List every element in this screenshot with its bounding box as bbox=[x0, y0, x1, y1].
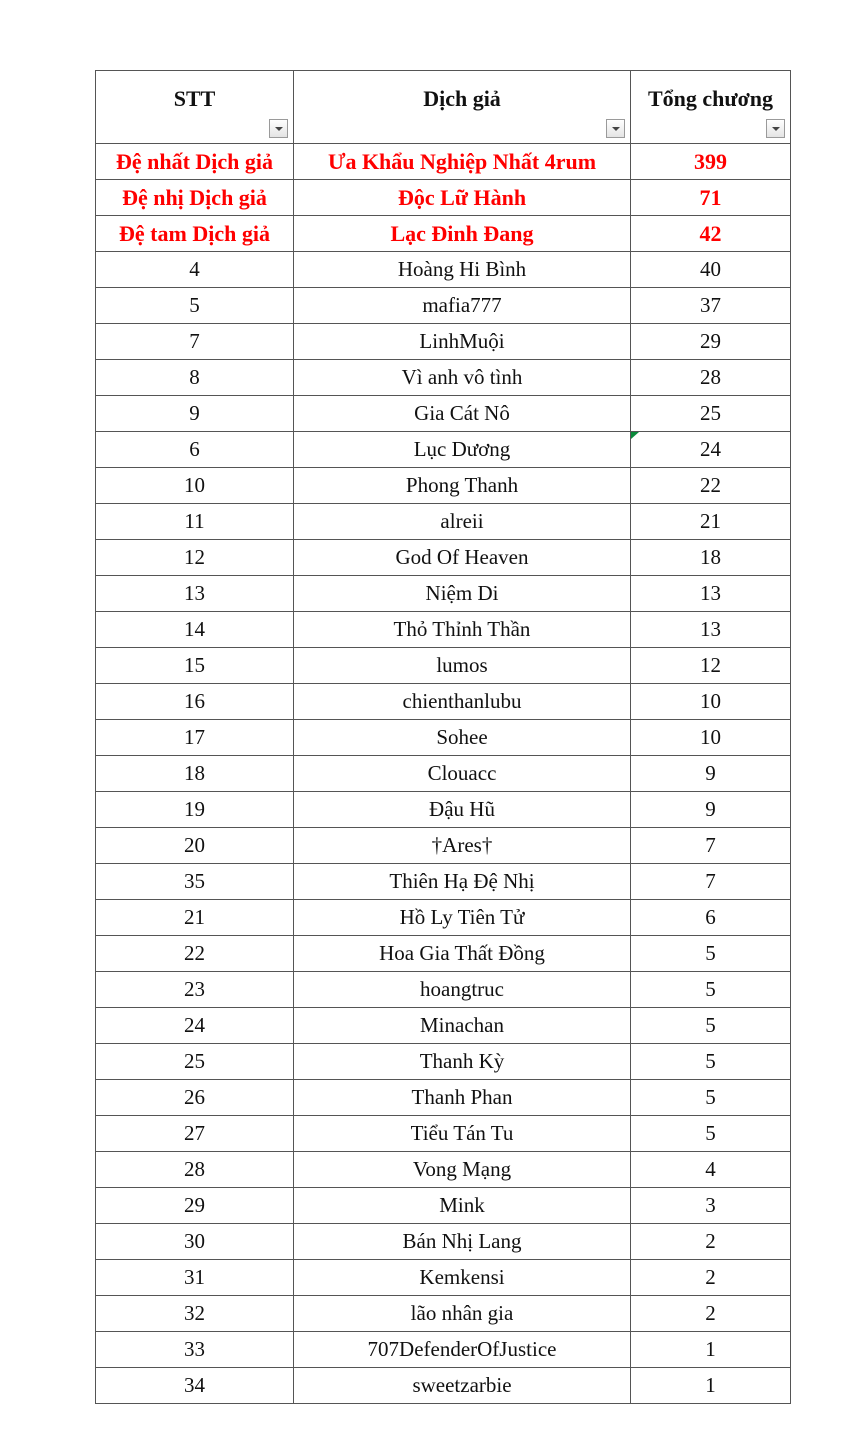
cell-stt[interactable]: 7 bbox=[96, 324, 294, 360]
table-row bbox=[96, 1296, 791, 1332]
cell-translator[interactable]: Đậu Hũ bbox=[294, 792, 631, 828]
cell-total[interactable]: 22 bbox=[631, 468, 791, 504]
table-row bbox=[96, 1116, 791, 1152]
cell-total[interactable]: 5 bbox=[631, 1044, 791, 1080]
cell-total[interactable]: 28 bbox=[631, 360, 791, 396]
translator-table bbox=[95, 70, 791, 1404]
table-row bbox=[96, 828, 791, 864]
header-row bbox=[96, 71, 791, 144]
cell-stt[interactable]: 17 bbox=[96, 720, 294, 756]
cell-total[interactable]: 5 bbox=[631, 1008, 791, 1044]
cell-total[interactable]: 21 bbox=[631, 504, 791, 540]
cell-total[interactable]: 9 bbox=[631, 756, 791, 792]
cell-stt[interactable]: 29 bbox=[96, 1188, 294, 1224]
header-translator bbox=[294, 71, 631, 144]
cell-translator[interactable]: Niệm Di bbox=[294, 576, 631, 612]
table-row bbox=[96, 1332, 791, 1368]
cell-stt[interactable]: 35 bbox=[96, 864, 294, 900]
cell-stt[interactable]: 25 bbox=[96, 1044, 294, 1080]
table-row bbox=[96, 468, 791, 504]
cell-translator[interactable]: chienthanlubu bbox=[294, 684, 631, 720]
cell-total[interactable]: 5 bbox=[631, 972, 791, 1008]
cell-stt[interactable]: 13 bbox=[96, 576, 294, 612]
cell-stt[interactable]: 26 bbox=[96, 1080, 294, 1116]
cell-translator[interactable]: Minachan bbox=[294, 1008, 631, 1044]
cell-total[interactable]: 37 bbox=[631, 288, 791, 324]
cell-stt[interactable]: 32 bbox=[96, 1296, 294, 1332]
cell-translator[interactable]: Hoàng Hi Bình bbox=[294, 252, 631, 288]
cell-translator[interactable]: Độc Lữ Hành bbox=[294, 180, 631, 216]
cell-stt[interactable]: 16 bbox=[96, 684, 294, 720]
cell-total[interactable]: 40 bbox=[631, 252, 791, 288]
table-row bbox=[96, 792, 791, 828]
cell-stt[interactable]: 28 bbox=[96, 1152, 294, 1188]
cell-stt[interactable]: 11 bbox=[96, 504, 294, 540]
table-row bbox=[96, 756, 791, 792]
table-row bbox=[96, 576, 791, 612]
table-row bbox=[96, 1368, 791, 1404]
chevron-down-icon bbox=[612, 127, 620, 131]
cell-translator[interactable]: alreii bbox=[294, 504, 631, 540]
cell-stt[interactable]: 22 bbox=[96, 936, 294, 972]
table-row bbox=[96, 1188, 791, 1224]
cell-total[interactable]: 5 bbox=[631, 1080, 791, 1116]
cell-translator[interactable]: Vì anh vô tình bbox=[294, 360, 631, 396]
header-translator-label: Dịch giả bbox=[423, 86, 501, 111]
table-row bbox=[96, 432, 791, 468]
table-row bbox=[96, 1260, 791, 1296]
cell-total[interactable]: 12 bbox=[631, 648, 791, 684]
cell-total[interactable]: 1 bbox=[631, 1332, 791, 1368]
table-row bbox=[96, 1224, 791, 1260]
cell-stt[interactable]: 5 bbox=[96, 288, 294, 324]
header-total-label: Tổng chương bbox=[647, 86, 774, 111]
cell-stt[interactable]: 21 bbox=[96, 900, 294, 936]
chevron-down-icon bbox=[772, 127, 780, 131]
cell-total[interactable]: 42 bbox=[631, 216, 791, 252]
cell-stt[interactable]: 30 bbox=[96, 1224, 294, 1260]
cell-total[interactable]: 29 bbox=[631, 324, 791, 360]
cell-translator[interactable]: Mink bbox=[294, 1188, 631, 1224]
cell-stt[interactable]: Đệ tam Dịch giả bbox=[96, 216, 294, 252]
cell-translator[interactable]: Gia Cát Nô bbox=[294, 396, 631, 432]
cell-translator[interactable]: Thanh Phan bbox=[294, 1080, 631, 1116]
header-total bbox=[631, 71, 791, 144]
cell-translator[interactable]: sweetzarbie bbox=[294, 1368, 631, 1404]
cell-stt[interactable]: 31 bbox=[96, 1260, 294, 1296]
table-row bbox=[96, 252, 791, 288]
cell-translator[interactable]: Tiểu Tán Tu bbox=[294, 1116, 631, 1152]
cell-translator[interactable]: lão nhân gia bbox=[294, 1296, 631, 1332]
cell-total[interactable]: 4 bbox=[631, 1152, 791, 1188]
cell-total[interactable]: 5 bbox=[631, 936, 791, 972]
cell-stt[interactable]: 23 bbox=[96, 972, 294, 1008]
table-row bbox=[96, 504, 791, 540]
cell-total[interactable]: 3 bbox=[631, 1188, 791, 1224]
cell-stt[interactable]: 9 bbox=[96, 396, 294, 432]
table-row bbox=[96, 180, 791, 216]
cell-total[interactable]: 2 bbox=[631, 1224, 791, 1260]
cell-total[interactable]: 25 bbox=[631, 396, 791, 432]
cell-stt[interactable]: 24 bbox=[96, 1008, 294, 1044]
cell-translator[interactable]: Bán Nhị Lang bbox=[294, 1224, 631, 1260]
cell-translator[interactable]: Lục Dương bbox=[294, 432, 631, 468]
filter-dropdown-total[interactable] bbox=[766, 119, 785, 138]
cell-total[interactable]: 7 bbox=[631, 828, 791, 864]
table-row bbox=[96, 864, 791, 900]
cell-translator[interactable]: Thiên Hạ Đệ Nhị bbox=[294, 864, 631, 900]
cell-translator[interactable]: Clouacc bbox=[294, 756, 631, 792]
table-row bbox=[96, 720, 791, 756]
cell-total[interactable]: 18 bbox=[631, 540, 791, 576]
table-row bbox=[96, 1044, 791, 1080]
cell-stt[interactable]: 10 bbox=[96, 468, 294, 504]
filter-dropdown-translator[interactable] bbox=[606, 119, 625, 138]
table-row bbox=[96, 360, 791, 396]
cell-total[interactable]: 2 bbox=[631, 1296, 791, 1332]
cell-stt[interactable]: 12 bbox=[96, 540, 294, 576]
cell-total[interactable]: 24 bbox=[631, 432, 791, 468]
cell-total[interactable]: 399 bbox=[631, 144, 791, 180]
cell-translator[interactable]: lumos bbox=[294, 648, 631, 684]
cell-translator[interactable]: 707DefenderOfJustice bbox=[294, 1332, 631, 1368]
header-stt bbox=[96, 71, 294, 144]
cell-translator[interactable]: Hoa Gia Thất Đồng bbox=[294, 936, 631, 972]
cell-translator[interactable]: Ưa Khẩu Nghiệp Nhất 4rum bbox=[294, 144, 631, 180]
cell-stt[interactable]: 19 bbox=[96, 792, 294, 828]
table-row bbox=[96, 540, 791, 576]
cell-translator[interactable]: hoangtruc bbox=[294, 972, 631, 1008]
cell-total[interactable]: 6 bbox=[631, 900, 791, 936]
cell-total[interactable]: 1 bbox=[631, 1368, 791, 1404]
table-row bbox=[96, 1152, 791, 1188]
cell-translator[interactable]: Sohee bbox=[294, 720, 631, 756]
cell-stt[interactable]: 20 bbox=[96, 828, 294, 864]
cell-stt[interactable]: Đệ nhị Dịch giả bbox=[96, 180, 294, 216]
cell-translator[interactable]: Thỏ Thỉnh Thần bbox=[294, 612, 631, 648]
cell-total[interactable]: 2 bbox=[631, 1260, 791, 1296]
cell-stt[interactable]: 8 bbox=[96, 360, 294, 396]
cell-stt[interactable]: Đệ nhất Dịch giả bbox=[96, 144, 294, 180]
cell-translator[interactable]: Kemkensi bbox=[294, 1260, 631, 1296]
table-row bbox=[96, 684, 791, 720]
table-row bbox=[96, 900, 791, 936]
cell-total[interactable]: 5 bbox=[631, 1116, 791, 1152]
table-row bbox=[96, 612, 791, 648]
cell-stt[interactable]: 34 bbox=[96, 1368, 294, 1404]
cell-stt[interactable]: 4 bbox=[96, 252, 294, 288]
table-row bbox=[96, 144, 791, 180]
cell-total[interactable]: 10 bbox=[631, 684, 791, 720]
cell-translator[interactable]: Lạc Đinh Đang bbox=[294, 216, 631, 252]
cell-translator[interactable]: Thanh Kỳ bbox=[294, 1044, 631, 1080]
table-row bbox=[96, 1080, 791, 1116]
cell-total[interactable]: 10 bbox=[631, 720, 791, 756]
table-row bbox=[96, 1008, 791, 1044]
header-stt-label: STT bbox=[173, 86, 216, 111]
cell-total[interactable]: 7 bbox=[631, 864, 791, 900]
cell-stt[interactable]: 15 bbox=[96, 648, 294, 684]
cell-total[interactable]: 71 bbox=[631, 180, 791, 216]
cell-translator[interactable]: Vong Mạng bbox=[294, 1152, 631, 1188]
cell-total[interactable]: 9 bbox=[631, 792, 791, 828]
cell-stt[interactable]: 18 bbox=[96, 756, 294, 792]
cell-total[interactable]: 13 bbox=[631, 612, 791, 648]
table-row bbox=[96, 216, 791, 252]
table-row bbox=[96, 288, 791, 324]
table-row bbox=[96, 648, 791, 684]
cell-translator[interactable]: LinhMuội bbox=[294, 324, 631, 360]
cell-stt[interactable]: 6 bbox=[96, 432, 294, 468]
cell-translator[interactable]: Hồ Ly Tiên Tử bbox=[294, 900, 631, 936]
cell-translator[interactable]: God Of Heaven bbox=[294, 540, 631, 576]
cell-stt[interactable]: 33 bbox=[96, 1332, 294, 1368]
cell-stt[interactable]: 27 bbox=[96, 1116, 294, 1152]
table-row bbox=[96, 396, 791, 432]
table-row bbox=[96, 972, 791, 1008]
table-body bbox=[96, 144, 791, 1404]
cell-translator[interactable]: †Ares† bbox=[294, 828, 631, 864]
table-row bbox=[96, 936, 791, 972]
cell-stt[interactable]: 14 bbox=[96, 612, 294, 648]
chevron-down-icon bbox=[275, 127, 283, 131]
cell-total[interactable]: 13 bbox=[631, 576, 791, 612]
cell-translator[interactable]: mafia777 bbox=[294, 288, 631, 324]
cell-translator[interactable]: Phong Thanh bbox=[294, 468, 631, 504]
filter-dropdown-stt[interactable] bbox=[269, 119, 288, 138]
table-row bbox=[96, 324, 791, 360]
